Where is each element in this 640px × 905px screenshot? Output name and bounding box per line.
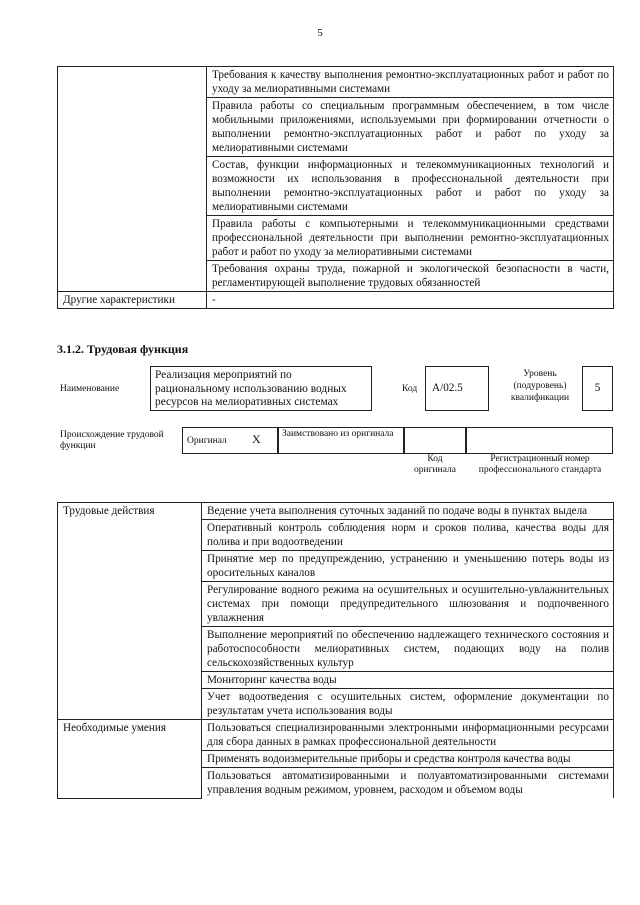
other-characteristics-value: - xyxy=(207,292,614,309)
knowledge-item: Требования к качеству выполнения ремонтно-эксплуатационных работ и работ по уходу за мелиоративными системами xyxy=(207,67,614,98)
code-caption: Код оригинала xyxy=(414,454,456,475)
knowledge-item: Правила работы со специальным программным обеспечением, в том числе мобильными приложениями, используемыми при формировании отчетности о выполнении ремонтно-эксплуатационных работ и работ по уходу за мелиоративными системами xyxy=(207,98,614,157)
original-label: Оригинал xyxy=(182,427,240,454)
skill-item: Применять водоизмерительные приборы и средства контроля качества воды xyxy=(202,751,614,768)
registration-caption: Регистрационный номер профессионального стандарта xyxy=(478,454,602,475)
level-box: 5 xyxy=(582,366,613,411)
knowledge-table xyxy=(57,66,614,309)
knowledge-label-cell xyxy=(58,67,207,292)
labor-action-item: Выполнение мероприятий по обеспечению надлежащего технического состояния и работоспособности мелиоративных систем, подающих воду на полив сельскохозяйственных культур xyxy=(202,627,614,672)
labor-action-item: Оперативный контроль соблюдения норм и сроков полива, качества воды для полива и при водоотведении xyxy=(202,520,614,551)
labor-action-item: Ведение учета выполнения суточных заданий по подаче воды в пунктах выдела xyxy=(202,503,614,520)
function-code-box: A/02.5 xyxy=(425,366,489,411)
knowledge-item: Состав, функции информационных и телекоммуникационных технологий и возможности их использования в профессиональной деятельности при выполнении ремонтно-эксплуатационных работ и работ по уходу за мелиоративными системами xyxy=(207,157,614,216)
function-name-box: Реализация мероприятий по рациональному использованию водных ресурсов на мелиоративных системах xyxy=(150,366,372,411)
required-skills-label: Необходимые умения xyxy=(58,720,202,799)
origin-label: Происхождение трудовой функции xyxy=(60,430,164,451)
original-code-box xyxy=(404,427,466,454)
name-label: Наименование xyxy=(60,384,120,394)
knowledge-item: Правила работы с компьютерными и телекоммуникационными средствами профессиональной деятельности при выполнении ремонтно-эксплуатационных работ и работ по уходу за мелиоративными системами xyxy=(207,216,614,261)
labor-action-item: Принятие мер по предупреждению, устранению и уменьшению потерь воды из оросительных каналов xyxy=(202,551,614,582)
original-mark: X xyxy=(240,427,278,454)
section-title: 3.1.2. Трудовая функция xyxy=(57,342,189,356)
code-label: Код xyxy=(402,384,418,394)
actions-skills-table xyxy=(57,502,614,799)
skill-item: Пользоваться автоматизированными и полуавтоматизированными системами управления водным режимом, уровнем, расходом и объемом воды xyxy=(202,768,614,799)
labor-actions-label: Трудовые действия xyxy=(58,503,202,720)
page-number: 5 xyxy=(317,27,323,39)
other-characteristics-label: Другие характеристики xyxy=(58,292,207,309)
knowledge-item: Требования охраны труда, пожарной и экологической безопасности в части, регламентирующей выполнение трудовых обязанностей xyxy=(207,261,614,292)
registration-number-box xyxy=(466,427,613,454)
labor-action-item: Мониторинг качества воды xyxy=(202,672,614,689)
level-label: Уровень (подуровень) квалификации xyxy=(510,369,570,403)
labor-action-item: Учет водоотведения с осушительных систем, оформление документации по результатам учета использования воды xyxy=(202,689,614,720)
labor-action-item: Регулирование водного режима на осушительных и осушительно-увлажнительных системах при помощи предупредительного шлюзования и подпочвенного увлажнения xyxy=(202,582,614,627)
borrowed-label: Заимствовано из оригинала xyxy=(278,427,404,454)
skill-item: Пользоваться специализированными электронными информационными ресурсами для сбора данных в рамках профессиональной деятельности xyxy=(202,720,614,751)
